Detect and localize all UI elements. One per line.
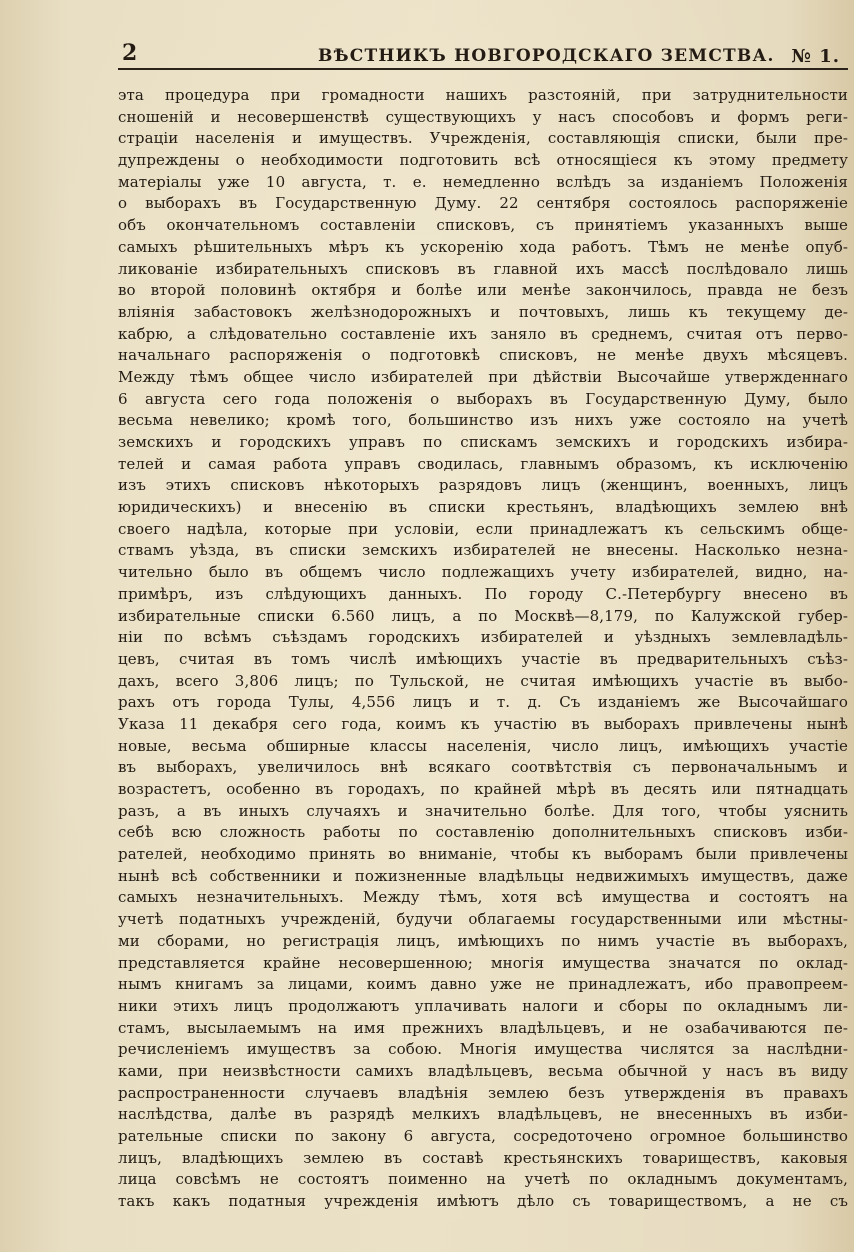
text-line: дупреждены о необходимости подготовить всѣ относящіеся къ этому предмету xyxy=(118,151,848,170)
text-line: земскихъ и городскихъ управъ по спискамъ земскихъ и городскихъ избира- xyxy=(118,433,848,451)
text-line: лицъ, владѣющихъ землею въ составѣ крестьянскихъ товариществъ, каковыя xyxy=(118,1148,848,1167)
text-line: рателей, необходимо принять во вниманіе, чтобы къ выборамъ были привлечены xyxy=(118,845,848,864)
text-line: избирательные списки 6.560 лицъ, а по Москвѣ—8,179, по Калужской губер- xyxy=(118,606,848,625)
text-line: ники этихъ лицъ продолжаютъ уплачивать налоги и сборы по окладнымъ ли- xyxy=(118,996,848,1015)
text-line: рахъ отъ города Тулы, 4,556 лицъ и т. д. Съ изданіемъ же Высочайшаго xyxy=(118,693,848,712)
text-line: въ выборахъ, увеличилось внѣ всякаго соотвѣтствія съ первоначальнымъ и xyxy=(118,758,848,777)
text-line: себѣ всю сложность работы по составленію дополнительныхъ списковъ изби- xyxy=(118,823,848,842)
page-header xyxy=(118,36,848,70)
text-line: вліянія забастовокъ желѣзнодорожныхъ и почтовыхъ, лишь къ текущему де- xyxy=(118,302,848,321)
text-line: во второй половинѣ октября и болѣе или менѣе закончилось, правда не безъ xyxy=(118,281,848,300)
text-line: примѣръ, изъ слѣдующихъ данныхъ. По городу С.-Петербургу внесено въ xyxy=(118,584,848,603)
text-line: страціи населенія и имуществъ. Учрежденія, составляющія списки, были пре- xyxy=(118,129,848,148)
text-line: самыхъ рѣшительныхъ мѣръ къ ускоренію хода работъ. Тѣмъ не менѣе опуб- xyxy=(118,237,848,256)
text-line: своего надѣла, которые при условіи, если принадлежатъ къ сельскимъ обще- xyxy=(118,519,848,538)
text-line: стамъ, высылаемымъ на имя прежнихъ владѣльцевъ, и не озабачиваются пе- xyxy=(118,1018,848,1037)
text-line: новые, весьма обширные классы населенія, число лицъ, имѣющихъ участіе xyxy=(118,736,848,755)
text-line: о выборахъ въ Государственную Думу. 22 сентября состоялось распоряженіе xyxy=(118,194,848,213)
text-line: телей и самая работа управъ сводилась, главнымъ образомъ, къ исключенію xyxy=(118,454,848,473)
text-line: дахъ, всего 3,806 лицъ; по Тульской, не считая имѣющихъ участіе въ выбо- xyxy=(118,671,848,690)
text-line: ми сборами, но регистрація лицъ, имѣющихъ по нимъ участіе въ выборахъ, xyxy=(118,931,848,950)
text-line: ликованіе избирательныхъ списковъ въ главной ихъ массѣ послѣдовало лишь xyxy=(118,259,848,278)
header-rule xyxy=(118,68,848,70)
text-line: рательные списки по закону 6 августа, сосредоточено огромное большинство xyxy=(118,1127,848,1145)
text-line: 6 августа сего года положенія о выборахъ въ Государственную Думу, было xyxy=(118,389,848,408)
text-line: представляется крайне несовершенною; многія имущества значатся по оклад- xyxy=(118,953,848,972)
text-line: изъ этихъ списковъ нѣкоторыхъ разрядовъ лицъ (женщинъ, военныхъ, лицъ xyxy=(118,476,848,495)
text-line: речисленіемъ имуществъ за собою. Многія имущества числятся за наслѣдни- xyxy=(118,1040,848,1059)
text-line: ствамъ уѣзда, въ списки земскихъ избирателей не внесены. Насколько незна- xyxy=(118,541,848,560)
text-line: самыхъ незначительныхъ. Между тѣмъ, хотя всѣ имущества и состоятъ на xyxy=(118,888,848,907)
text-line: нымъ книгамъ за лицами, коимъ давно уже не принадлежатъ, ибо правопреем- xyxy=(118,975,848,994)
body-text xyxy=(118,85,848,1213)
text-line: сношеній и несовершенствѣ существующихъ у насъ способовъ и формъ реги- xyxy=(118,107,848,126)
text-line: чительно было въ общемъ число подлежащихъ учету избирателей, видно, на- xyxy=(118,563,848,582)
journal-title: ВѢСТНИКЪ НОВГОРОДСКАГО ЗЕМСТВА. xyxy=(318,46,775,66)
issue-number: № 1. xyxy=(791,46,840,67)
text-line: Указа 11 декабря сего года, коимъ къ участію въ выборахъ привлечены нынѣ xyxy=(118,714,848,733)
text-line: матеріалы уже 10 августа, т. е. немедленно вслѣдъ за изданіемъ Положенія xyxy=(118,172,848,191)
text-line: юридическихъ) и внесенію въ списки крестьянъ, владѣющихъ землею внѣ xyxy=(118,498,848,517)
page-number: 2 xyxy=(122,40,138,66)
text-line: учетѣ податныхъ учрежденій, будучи облагаемы государственными или мѣстны- xyxy=(118,910,848,929)
text-line: такъ какъ податныя учрежденія имѣютъ дѣло съ товариществомъ, а не съ xyxy=(118,1192,848,1211)
text-line: наслѣдства, далѣе въ разрядѣ мелкихъ владѣльцевъ, не внесенныхъ въ изби- xyxy=(118,1105,848,1124)
text-line: кабрю, а слѣдовательно составленіе ихъ заняло въ среднемъ, считая отъ перво- xyxy=(118,324,848,343)
text-line: распространенности случаевъ владѣнія землею безъ утвержденія въ правахъ xyxy=(118,1083,848,1102)
text-line: лица совсѣмъ не состоятъ поименно на учетѣ по окладнымъ документамъ, xyxy=(118,1170,848,1189)
text-line: возрастетъ, особенно въ городахъ, по крайней мѣрѣ въ десять или пятнадцать xyxy=(118,780,848,798)
text-line: объ окончательномъ составленіи списковъ, съ принятіемъ указанныхъ выше xyxy=(118,216,848,235)
text-line: ками, при неизвѣстности самихъ владѣльцевъ, весьма обычной у насъ въ виду xyxy=(118,1061,848,1080)
text-line: весьма невелико; кромѣ того, большинство изъ нихъ уже состояло на учетѣ xyxy=(118,411,848,430)
text-line: разъ, а въ иныхъ случаяхъ и значительно болѣе. Для того, чтобы уяснить xyxy=(118,801,848,820)
text-line: начальнаго распоряженія о подготовкѣ списковъ, не менѣе двухъ мѣсяцевъ. xyxy=(118,346,848,365)
text-line: цевъ, считая въ томъ числѣ имѣющихъ участіе въ предварительныхъ съѣз- xyxy=(118,649,848,668)
text-line: эта процедура при громадности нашихъ разстояній, при затруднительности xyxy=(118,86,848,104)
text-line: ніи по всѣмъ съѣздамъ городскихъ избирателей и уѣздныхъ землевладѣль- xyxy=(118,628,848,647)
text-line: Между тѣмъ общее число избирателей при дѣйствіи Высочайше утвержденнаго xyxy=(118,367,848,386)
text-line: нынѣ всѣ собственники и пожизненные владѣльцы недвижимыхъ имуществъ, даже xyxy=(118,866,848,885)
